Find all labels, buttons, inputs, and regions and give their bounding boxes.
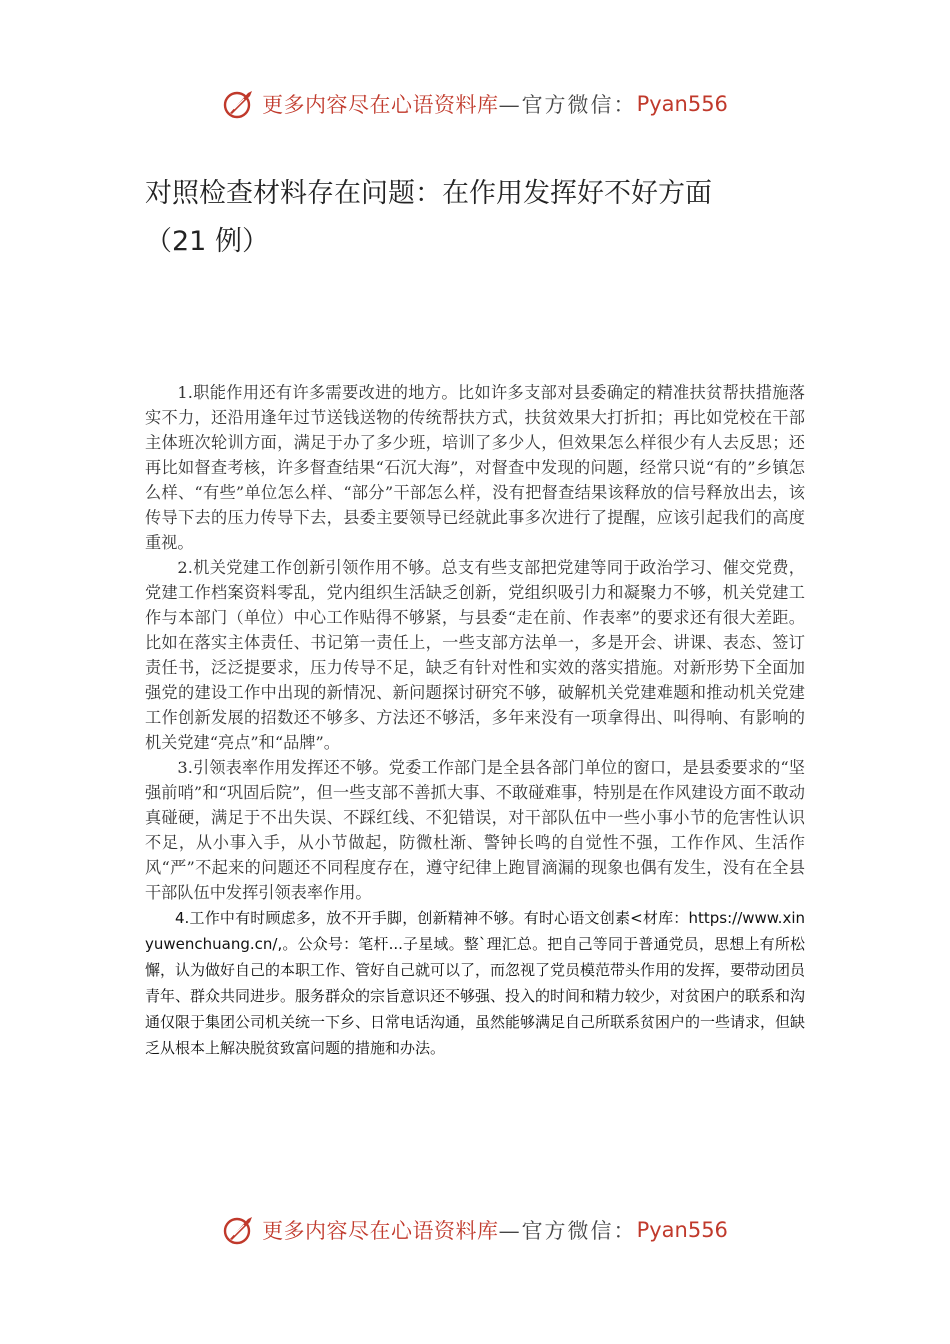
header-banner	[0, 82, 950, 126]
banner-wechat-label: —官方微信：	[498, 93, 637, 117]
banner-wechat-label: —官方微信：	[498, 1219, 637, 1243]
quill-logo-icon	[222, 1213, 256, 1247]
quill-logo-icon	[222, 87, 256, 121]
banner-library-text: 更多内容尽在心语资料库	[262, 1219, 499, 1243]
document-title	[145, 170, 805, 266]
footer-banner	[0, 1208, 950, 1252]
banner-wechat-id: Pyan556	[636, 1218, 728, 1242]
title-line-1: 对照检查材料存在问题：在作用发挥好不好方面	[145, 178, 712, 209]
paragraph-2: 2.机关党建工作创新引领作用不够。总支有些支部把党建等同于政治学习、催交党费，党建工作档案资料零乱，党内组织生活缺乏创新，党组织吸引力和凝聚力不够，机关党建工作与本部门（单位）中心工作贴得不够紧，与县委“走在前、作表率”的要求还有很大差距。比如在落实主体责任、书记第一责任上，一些支部方法单一，多是开会、讲课、表态、签订责任书，泛泛提要求，压力传导不足，缺乏有针对性和实效的落实措施。对新形势下全面加强党的建设工作中出现的新情况、新问题探讨研究不够，破解机关党建难题和推动机关党建工作创新发展的招数还不够多、方法还不够活，多年来没有一项拿得出、叫得响、有影响的机关党建“亮点”和“品牌”。	[145, 558, 805, 752]
title-line-2: （21 例）	[145, 226, 269, 257]
paragraph-1: 1.职能作用还有许多需要改进的地方。比如许多支部对县委确定的精准扶贫帮扶措施落实不力，还沿用逢年过节送钱送物的传统帮扶方式，扶贫效果大打折扣；再比如党校在干部主体班次轮训方面，满足于办了多少班，培训了多少人，但效果怎么样很少有人去反思；还再比如督查考核，许多督查结果“石沉大海”，对督查中发现的问题，经常只说“有的”乡镇怎么样、“有些”单位怎么样、“部分”干部怎么样，没有把督查结果该释放的信号释放出去，该传导下去的压力传导下去，县委主要领导已经就此事多次进行了提醒，应该引起我们的高度重视。	[145, 383, 805, 552]
banner-library-text: 更多内容尽在心语资料库	[262, 93, 499, 117]
paragraph-3: 3.引领表率作用发挥还不够。党委工作部门是全县各部门单位的窗口，是县委要求的“坚强前哨”和“巩固后院”，但一些支部不善抓大事、不敢碰难事，特别是在作风建设方面不敢动真碰硬，满足于不出失误、不踩红线、不犯错误，对干部队伍中一些小事小节的危害性认识不足，从小事入手，从小节做起，防微杜渐、警钟长鸣的自觉性不强，工作作风、生活作风“严”不起来的问题还不同程度存在，遵守纪律上跑冒滴漏的现象也偶有发生，没有在全县干部队伍中发挥引领表率作用。	[145, 758, 805, 902]
banner-wechat-id: Pyan556	[636, 92, 728, 116]
document-body	[145, 380, 805, 1061]
paragraph-4: 4.工作中有时顾虑多，放不开手脚，创新精神不够。有时心语文创素<材库：https://www.xinyuwenchuang.cn/,。公众号：笔杆...子星域。整`理汇总。把自己等同于普通党员，思想上有所松懈，认为做好自己的本职工作、管好自己就可以了，而忽视了党员模范带头作用的发挥，要带动团员青年、群众共同进步。服务群众的宗旨意识还不够强、投入的时间和精力较少，对贫困户的联系和沟通仅限于集团公司机关统一下乡、日常电话沟通，虽然能够满足自己所联系贫困户的一些请求，但缺乏从根本上解决脱贫致富问题的措施和办法。	[145, 909, 806, 1057]
